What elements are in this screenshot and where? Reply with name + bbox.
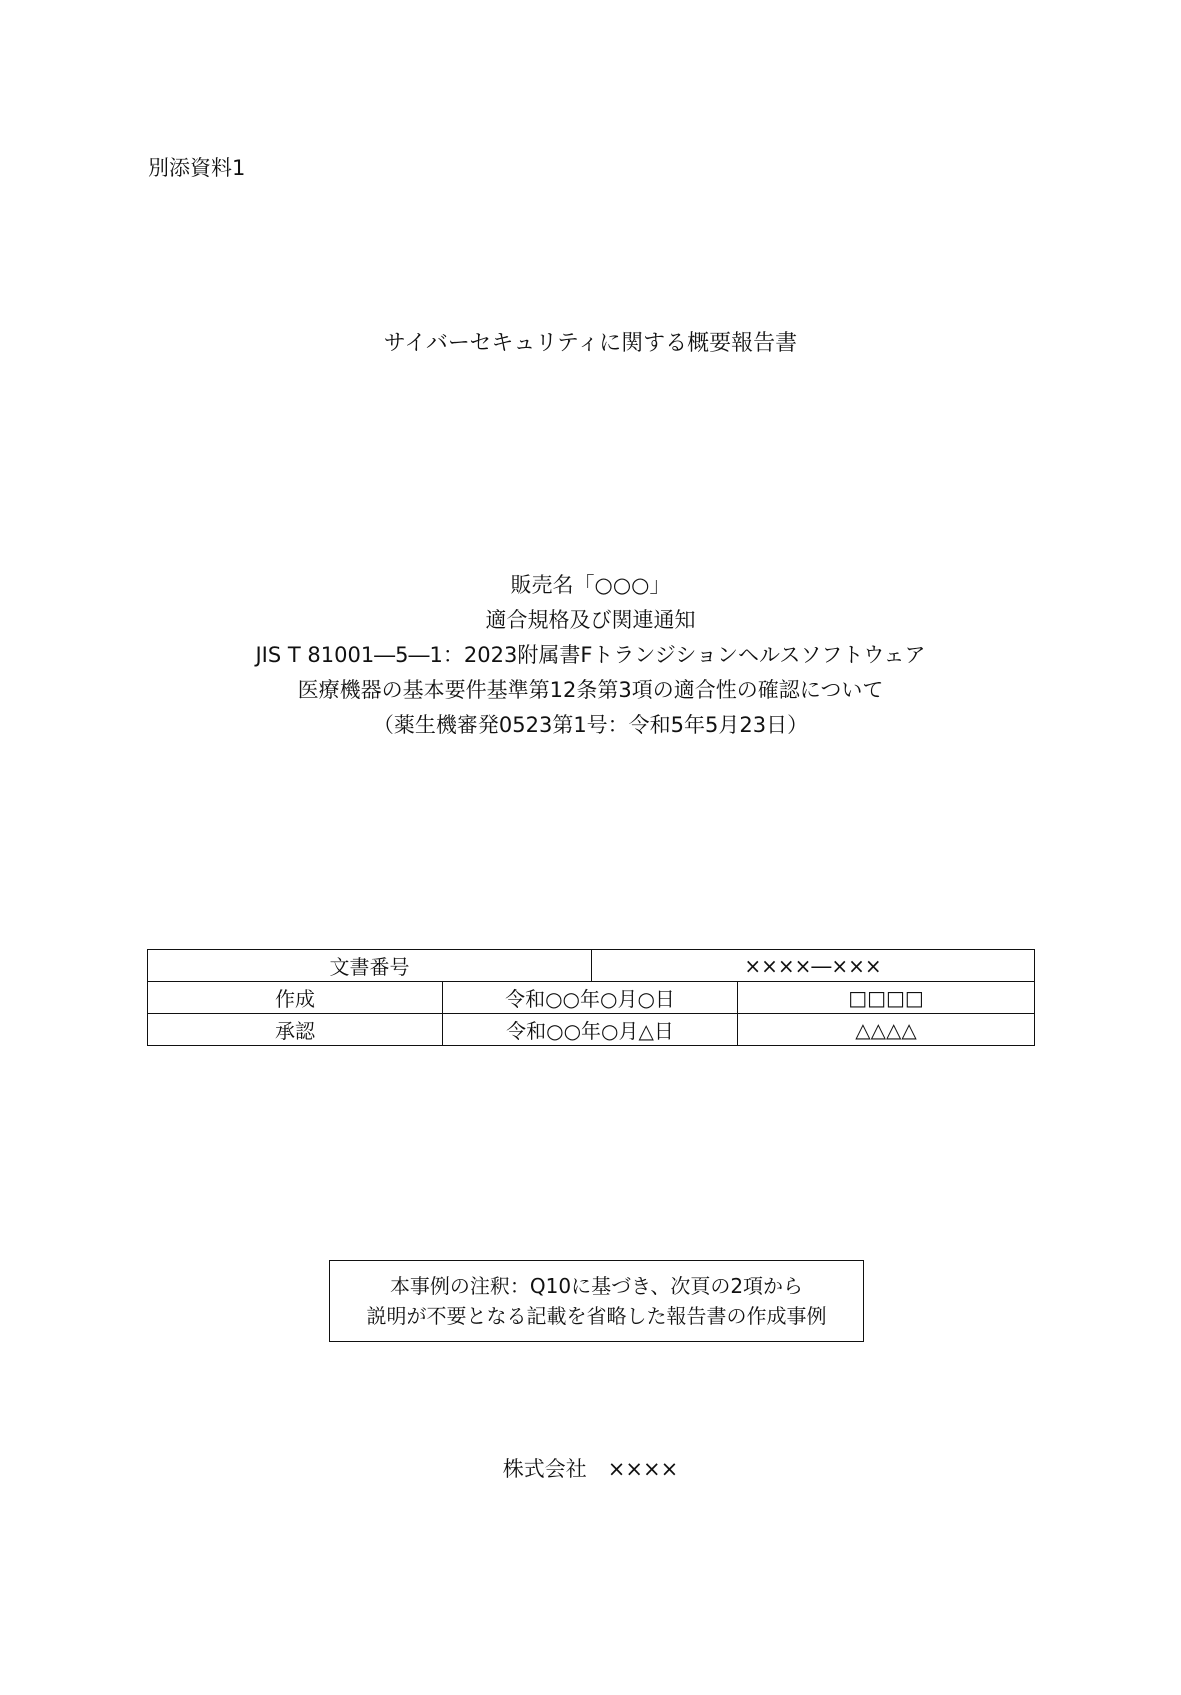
company-name: 株式会社 ××××: [502, 1457, 679, 1481]
note-line-1: 本事例の注釈：Q10に基づき、次頁の2項から: [389, 1274, 804, 1298]
date-cell: 令和○○年○月○日: [443, 982, 738, 1014]
table-row: [148, 950, 1035, 982]
date-cell: 令和○○年○月△日: [443, 1014, 738, 1046]
example-note-box: [329, 1260, 864, 1342]
sales-name: 販売名「○○○」: [510, 573, 671, 597]
table-row: [148, 1014, 1035, 1046]
person-cell: □□□□: [738, 982, 1035, 1014]
attachment-label: 別添資料1: [148, 156, 246, 180]
note-line-2: 説明が不要となる記載を省略した報告書の作成事例: [366, 1304, 827, 1328]
table-row: [148, 982, 1035, 1014]
role-cell: 承認: [148, 1014, 443, 1046]
role-cell: 作成: [148, 982, 443, 1014]
document-number-label: 文書番号: [148, 950, 592, 982]
product-info-block: [0, 568, 1181, 743]
requirement-reference: 医療機器の基本要件基準第12条第3項の適合性の確認について: [297, 678, 884, 702]
report-title: サイバーセキュリティに関する概要報告書: [383, 331, 798, 356]
document-info-table: [147, 949, 1035, 1046]
document-number-value: ××××―×××: [592, 950, 1035, 982]
standard-reference: JIS T 81001―5―1：2023附属書Fトランジションヘルスソフトウェア: [255, 643, 926, 667]
notice-reference: （薬生機審発0523第1号：令和5年5月23日）: [372, 713, 809, 737]
standards-heading: 適合規格及び関連通知: [485, 608, 696, 632]
person-cell: △△△△: [738, 1014, 1035, 1046]
